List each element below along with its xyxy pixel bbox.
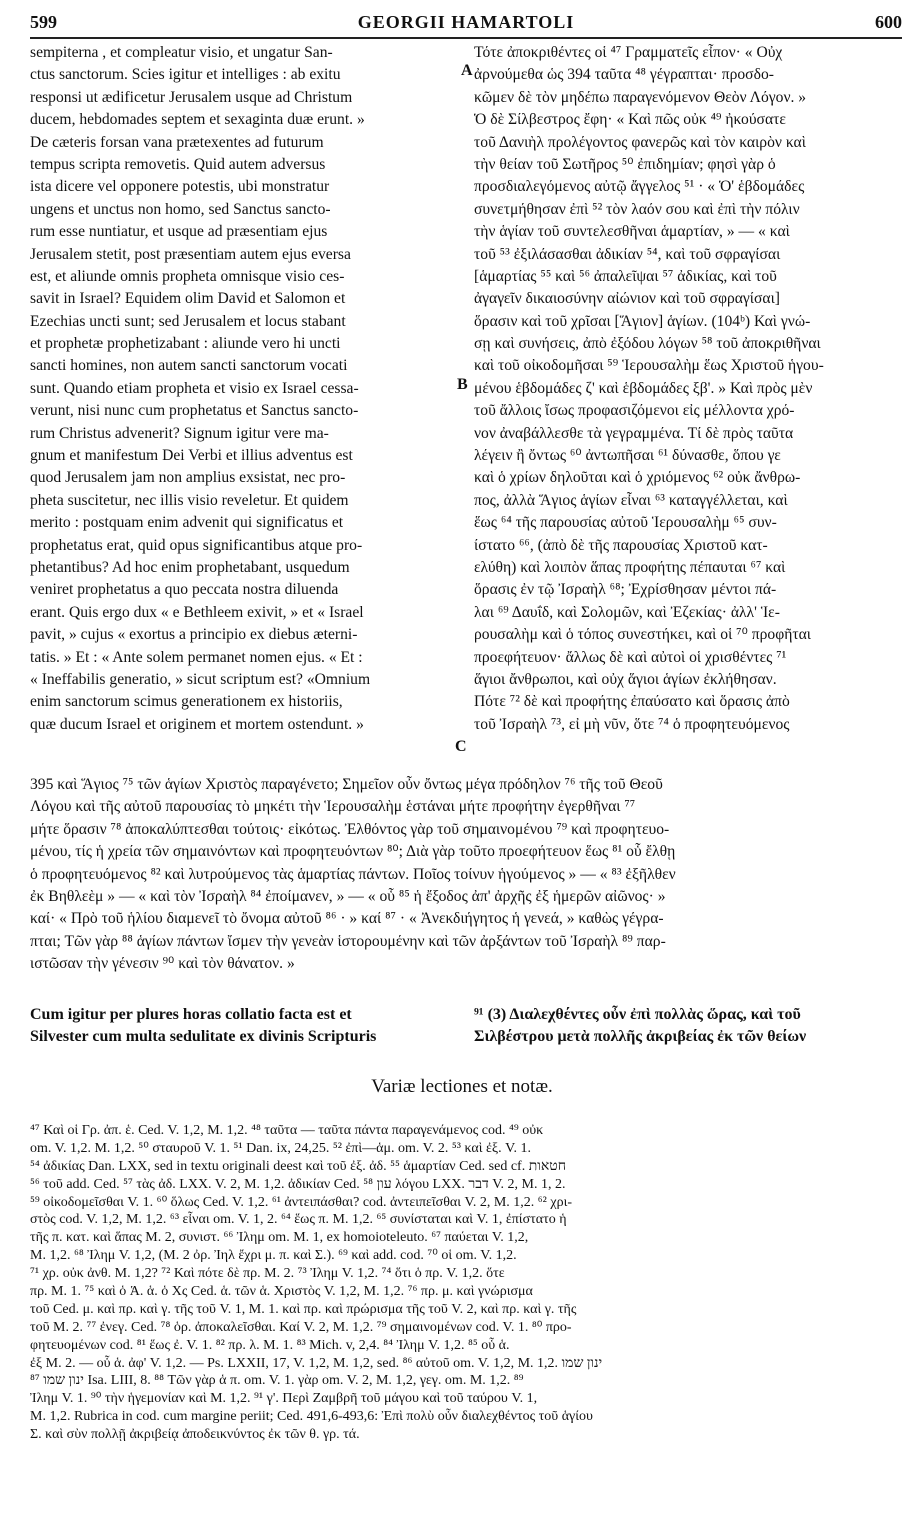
latin-line: rum esse nuntiatur, et usque ad præsentiam ejus (30, 223, 328, 241)
greek-line: Σιλβέστρου μετὰ πολλῆς ἀκριβείας ἐκ τῶν θείων (474, 1028, 807, 1046)
margin-letter-b: B (457, 376, 468, 393)
greek-line: συνετμήθησαν ἐπὶ ⁵² τὸν λαόν σου καὶ ἐπὶ τὴν πόλιν (474, 200, 800, 218)
greek-line: τὴν θείαν τοῦ Σωτῆρος ⁵⁰ ἐπιδημίαν; φησὶ γὰρ ὁ (474, 155, 776, 173)
greek-line: προεφήτευον· ἄλλως δὲ καὶ αὐτοὶ οἱ χρισθέντες ⁷¹ (474, 648, 787, 666)
latin-line: Ezechias uncti sunt; sed Jerusalem et locus stabant (30, 312, 346, 330)
note-line: M. 1,2. ⁶⁸ Ἰλημ V. 1,2, (M. 2 ὀρ. Ἰηλ ἔχρι μ. π. καὶ Σ.). ⁶⁹ καὶ add. cod. ⁷⁰ οἱ om. V. 1,2. (30, 1248, 517, 1264)
greek-line: Τότε ἀποκριθέντες οἱ ⁴⁷ Γραμματεῖς εἶπον· « Οὐχ (474, 44, 783, 61)
greek-line: ὅρασιν καὶ τοῦ χρῖσαι [Ἅγιον] ἁγίων. (104ᵇ) Καὶ γνώ- (474, 312, 811, 330)
note-line: τοῦ M. 2. ⁷⁷ ἐνεγ. Ced. ⁷⁸ ὁρ. ἀποκαλεῖσθαι. Καί V. 2, M. 1,2. ⁷⁹ σημαινομένων cod. V. 1. ⁸⁰ προ- (30, 1319, 572, 1335)
latin-column (30, 42, 458, 736)
latin-line: ista dicere vel opponere potestis, ubi monstratur (30, 178, 330, 196)
latin-line: pavit, » cujus « exortus a principio ex diebus æterni- (30, 626, 358, 644)
running-title: GEORGII HAMARTOLI (357, 12, 575, 32)
note-line: φητευομένων cod. ⁸¹ ἕως ἐ. V. 1. ⁸² πρ. λ. M. 1. ⁸³ Mich. v, 2,4. ⁸⁴ Ἰλημ V. 1,2. ⁸⁵ οὗ ἁ. (30, 1337, 510, 1353)
greek-full-width-text (30, 774, 902, 976)
latin-line: est, et aliunde omnis propheta omnisque visio ces- (30, 267, 345, 285)
greek-line: τοῦ Δανιὴλ προλέγοντος φανερῶς καὶ τὸν καιρὸν καὶ (474, 133, 806, 151)
greek-line: καί· « Πρὸ τοῦ ἡλίου διαμενεῖ τὸ ὄνομα αὐτοῦ ⁸⁶ · » καί ⁸⁷ · « Ἀνεκδιήγητος ἡ γενεά, » καθὼς γέγρα- (30, 910, 664, 928)
latin-line: responsi ut ædificetur Jerusalem usque ad Christum (30, 88, 353, 106)
right-page-number: 600 (875, 12, 902, 32)
latin-line: rum Christus advenerit? Signum igitur vere ma- (30, 424, 329, 442)
note-line: ינון שמו ⁸⁷ Isa. LIII, 8. ⁸⁸ Τῶν γὰρ ἁ π. om. V. 1. γὰρ om. V. 2, M. 1,2, γεγ. om. M. 1,2. ⁸⁹ (30, 1373, 524, 1389)
latin-line: tempus scripta removetis. Quid autem adversus (30, 155, 326, 173)
greek-line: μένου ἑβδομάδες ζ' καὶ ἑβδομάδες ξβ'. » Καὶ πρὸς μὲν (474, 379, 813, 397)
greek-line: κῶμεν δὲ τὸν μηδέπω παραγενόμενον Θεὸν Λόγον. » (474, 88, 807, 106)
latin-line: prophetatus erat, quid opus significantibus atque pro- (30, 536, 363, 554)
note-line: Σ. καὶ σὺν πολλῇ ἀκριβείᾳ ἀποδεικνύντος ἐκ τῶν θ. γρ. τά. (30, 1427, 360, 1443)
notes-title: Variæ lectiones et notæ. (371, 1076, 553, 1097)
greek-column (474, 42, 902, 736)
note-line: τῆς π. κατ. καὶ ἅπας M. 2, συνιστ. ⁶⁶ Ἰλημ om. M. 1, ex homoioteleuto. ⁶⁷ παύεται V. 1,2, (30, 1230, 529, 1246)
greek-line: ἐκ Βηθλεὲμ » — « καὶ τὸν Ἰσραὴλ ⁸⁴ ἐποίμανεν, » — « οὗ ⁸⁵ ἡ ἔξοδος ἀπ' ἀρχῆς ἐξ ἡμερῶν αἰῶνος· » (30, 887, 666, 905)
latin-line: savit in Israel? Equidem olim David et Salomon et (30, 290, 346, 308)
note-line: ⁵⁹ οἰκοδομεῖσθαι V. 1. ⁶⁰ ὅλως Ced. V. 1,2. ⁶¹ ἀντειπάσθαι? cod. ἀντειπεῖσθαι V. 2, M. 1,2. ⁶² χρι- (30, 1194, 572, 1210)
latin-line: sancti homines, non autem sancti sanctorum vocati (30, 357, 348, 375)
header-rule (30, 37, 902, 39)
latin-line: sempiterna , et compleatur visio, et ungatur San- (30, 44, 333, 61)
greek-line: τὴν ἁγίαν τοῦ συντελεσθῆναι ἁμαρτίαν, » — « καὶ (474, 223, 790, 241)
latin-line: ducem, hebdomades septem et sexaginta duæ erunt. » (30, 111, 365, 129)
greek-line: τοῦ ἄλλοις ἴσως προφασιζόμενοι εἰς μέλλοντα χρό- (474, 402, 795, 420)
note-line: στὸς cod. V. 1,2, M. 1,2. ⁶³ εἶναι om. V. 1, 2. ⁶⁴ ἕως π. M. 1,2. ⁶⁵ συνίσταται καὶ V. 1, ἐπίστατο ἡ (30, 1212, 567, 1228)
margin-letter-a: A (461, 62, 473, 79)
latin-line: enim sanctorum scimus generationem ex historiis, (30, 693, 343, 711)
greek-line: ἕως ⁶⁴ τῆς παρουσίας αὐτοῦ Ἱερουσαλὴμ ⁶⁵ συν- (474, 514, 777, 532)
latin-line: quæ ducum Israel et originem et mortem ostendunt. » (30, 715, 364, 733)
note-line: ⁴⁷ Καὶ οἱ Γρ. ἀπ. ἑ. Ced. V. 1,2, M. 1,2. ⁴⁸ ταῦτα — ταῦτα πάντα παραγενάμενος cod. ⁴⁹ οὐκ (30, 1123, 544, 1138)
note-line: τοῦ Ced. μ. καὶ πρ. καὶ γ. τῆς τοῦ V. 1, M. 1. καὶ πρ. καὶ πρώρισμα τῆς τοῦ V. 2, καὶ πρ. καὶ γ. τῆς (30, 1301, 577, 1317)
greek-line: καὶ ὁ χρίων δηλοῦται καὶ ὁ χριόμενος ⁶² οὐκ ἄνθρω- (474, 469, 801, 487)
greek-line: προσδιαλεγόμενος αὐτῷ ἄγγελος ⁵¹ · « Ὁ' ἑβδομάδες (474, 178, 805, 196)
running-header (30, 12, 902, 36)
greek-line: καὶ τοῦ οἰκοδομῆσαι ⁵⁹ Ἱερουσαλὴμ ἕως Χριστοῦ ἡγου- (474, 357, 824, 375)
greek-line: 395 καὶ Ἅγιος ⁷⁵ τῶν ἁγίων Χριστὸς παραγένετο; Σημεῖον οὖν ὄντως μέγα πρόδηλον ⁷⁶ τῆς τοῦ Θεοῦ (30, 776, 663, 793)
greek-line: πος, ἀλλὰ Ἅγιος ἁγίων εἶναι ⁶³ καταγγέλλεται, καὶ (474, 491, 788, 509)
greek-line: Λόγου καὶ τῆς αὐτοῦ παρουσίας τὸ μηκέτι τὴν Ἱερουσαλὴμ ἑστάναι μήτε προφήτην ἐγερθῆναι ⁷⁷ (30, 798, 636, 816)
greek-line: μήτε ὅρασιν ⁷⁸ ἀποκαλύπτεσθαι τούτοις· εἰκότως. Ἐλθόντος γὰρ τοῦ σημαινομένου ⁷⁹ καὶ προφητευο- (30, 820, 670, 838)
latin-line: veniret prophetatus a quo peccata nostra diluenda (30, 581, 339, 599)
margin-letter-c: C (455, 738, 467, 755)
note-line: om. V. 1,2. M. 1,2. ⁵⁰ σταυροῦ V. 1. ⁵¹ Dan. ix, 24,25. ⁵² ἐπὶ—ἁμ. om. V. 2. ⁵³ καὶ ἐξ. V. 1. (30, 1140, 531, 1156)
latin-line: De cæteris forsan vana prætexentes ad futurum (30, 133, 324, 151)
note-line: ⁵⁴ ἀδικίας Dan. LXX, sed in textu originali deest καὶ τοῦ ἐξ. ἀδ. ⁵⁵ ἁμαρτίαν Ced. sed cf. חטאות (30, 1158, 566, 1174)
greek-line: ιστῶσαν τὴν γένεσιν ⁹⁰ καὶ τὸν θάνατον. » (30, 955, 295, 973)
note-line: ⁵⁶ τοῦ add. Ced. ⁵⁷ τὰς ἀδ. LXX. V. 2, M. 1,2. ἀδικίαν Ced. עון ⁵⁸ λόγου LXX. דבר V. 2, M. 1, 2. (30, 1176, 566, 1192)
greek-line: ρουσαλὴμ καὶ ὁ τόπος συνεστήκει, καὶ οἱ ⁷⁰ προφῆται (474, 626, 811, 644)
greek-line: Ὁ δὲ Σίλβεστρος ἔφη· « Καὶ πῶς οὐκ ⁴⁹ ἠκούσατε (474, 111, 786, 129)
latin-line: merito : postquam enim advenit qui significatus et (30, 514, 344, 532)
latin-continuation (30, 1004, 458, 1049)
latin-line: ctus sanctorum. Scies igitur et intelliges : ab exitu (30, 66, 341, 84)
greek-line: τοῦ Ἰσραὴλ ⁷³, εἰ μὴ νῦν, ὅτε ⁷⁴ ὁ προφητευόμενος (474, 715, 790, 733)
note-line: πρ. M. 1. ⁷⁵ καὶ ὁ Ἁ. ἁ. ὁ Χς Ced. ἁ. τῶν ἁ. Χριστὸς V. 1,2, M. 1,2. ⁷⁶ πρ. μ. καὶ γνώρισμα (30, 1284, 533, 1300)
greek-line: λαι ⁶⁹ Δαυΐδ, καὶ Σολομῶν, καὶ Ἐζεκίας· ἀλλ' Ἱε- (474, 603, 780, 621)
greek-line: ὁ προφητευόμενος ⁸² καὶ λυτρούμενος τὰς ἁμαρτίας πάντων. Ποῖος τοίνυν ἡγούμενος » — « ⁸³ ἐξῆλθεν (30, 865, 676, 883)
latin-line: pheta suscitetur, nec illis visio reveletur. Et quidem (30, 491, 349, 509)
latin-line: gnum et manifestum Dei Verbi et illius adventus est (30, 447, 353, 465)
note-line: ἐξ M. 2. — οὗ ἁ. ἀφ' V. 1,2. — Ps. LXXII, 17, V. 1,2, M. 1,2, sed. ⁸⁶ αὐτοῦ om. V. 1,2, M. 1,2. ינון שמו (30, 1355, 603, 1371)
latin-line: ungens et unctus non homo, sed Sanctus sancto- (30, 200, 331, 218)
left-page-number: 599 (30, 12, 57, 32)
latin-line: tatis. » Et : « Ante solem permanet nomen ejus. « Et : (30, 648, 363, 666)
latin-line: quod Jerusalem jam non amplius exsistat, nec pro- (30, 469, 346, 487)
latin-line: erant. Quis ergo dux « e Bethleem exivit, » et « Israel (30, 603, 364, 621)
greek-line: νον ἀναβάλλεσθε τὰ γεγραμμένα. Τί δὲ πρὸς ταῦτα (474, 424, 794, 442)
note-line: M. 1,2. Rubrica in cod. cum margine periit; Ced. 491,6-493,6: Ἐπὶ πολὺ οὖν διαλεχθέντος τοῦ ἁγίου (30, 1409, 593, 1425)
greek-line: ἀρνούμεθα ὡς 394 ταῦτα ⁴⁸ γέγραπται· προσδο- (474, 66, 774, 84)
greek-line: Πότε ⁷² δὲ καὶ προφήτης ἐπαύσατο καὶ ὅρασις ἀπὸ (474, 693, 790, 711)
note-line: Ἰλημ V. 1. ⁹⁰ τὴν ἡγεμονίαν καὶ M. 1,2. ⁹¹ γ'. Περὶ Ζαμβρῆ τοῦ μάγου καὶ τοῦ ταύρου V. 1, (30, 1391, 538, 1407)
latin-line: et prophetæ prophetizabant : aliunde vero hi uncti (30, 335, 341, 353)
latin-line: Jerusalem stetit, post præsentiam autem ejus eversa (30, 245, 351, 263)
latin-line: Silvester cum multa sedulitate ex divinis Scripturis (30, 1028, 377, 1046)
greek-line: ὅρασις ἐν τῷ Ἰσραὴλ ⁶⁸; Ἐχρίσθησαν μέντοι πά- (474, 581, 777, 599)
latin-line: sunt. Quando etiam propheta et visio ex Israel cessa- (30, 379, 359, 397)
latin-line: verunt, nisi nunc cum prophetatus et Sanctus sancto- (30, 402, 359, 420)
greek-line: [ἁμαρτίας ⁵⁵ καὶ ⁵⁶ ἀπαλεῖψαι ⁵⁷ ἀδικίας, καὶ τοῦ (474, 267, 777, 285)
note-line: ⁷¹ χρ. οὐκ ἀνθ. M. 1,2? ⁷² Καὶ πότε δὲ πρ. M. 2. ⁷³ Ἰλημ V. 1,2. ⁷⁴ ὅτι ὁ πρ. V. 1,2. ὅτε (30, 1266, 505, 1282)
greek-line: ἅγιοι ἄνθρωποι, καὶ οὐχ ἅγιοι ἁγίων ἐκλήθησαν. (474, 670, 777, 688)
greek-line: μένου, τίς ἡ χρεία τῶν σημαινόντων καὶ προφητευόντων ⁸⁰; Διὰ γὰρ τοῦτο προεφήτευον ἕως ⁸¹ οὗ ἔλθῃ (30, 843, 676, 861)
variant-notes (30, 1122, 902, 1444)
latin-line: phetantibus? Ad hoc enim prophetabant, usquedum (30, 558, 350, 576)
latin-line: Cum igitur per plures horas collatio facta est et (30, 1006, 352, 1023)
greek-line: πται; Τῶν γὰρ ⁸⁸ ἁγίων πάντων ἴσμεν τὴν γενεὰν ἱστορουμένην καὶ τῶν ἀρξάντων τοῦ Ἰσραὴλ ⁸⁹ παρ- (30, 932, 666, 950)
greek-line: τοῦ ⁵³ ἐξιλάσασθαι ἀδικίαν ⁵⁴, καὶ τοῦ σφραγίσαι (474, 245, 781, 263)
greek-line: λέγειν ἢ ὄντως ⁶⁰ ἀντωπῆσαι ⁶¹ δύνασθε, ὅπου γε (474, 447, 781, 465)
greek-line: ίστατο ⁶⁶, (ἀπὸ δὲ τῆς παρουσίας Χριστοῦ κατ- (474, 536, 768, 554)
greek-line: ἀγαγεῖν δικαιοσύνην αἰώνιον καὶ τοῦ σφραγίσαι] (474, 290, 780, 308)
greek-line: ⁹¹ (3) Διαλεχθέντες οὖν ἐπὶ πολλὰς ὥρας, καὶ τοῦ (474, 1006, 801, 1023)
latin-line: « Ineffabilis generatio, » sicut scriptum est? «Omnium (30, 670, 371, 688)
greek-line: σῃ καὶ συνήσεις, ἀπὸ ἐξόδου λόγων ⁵⁸ τοῦ ἀποκριθῆναι (474, 335, 821, 353)
greek-line: ελύθη) καὶ λοιπὸν ἅπας προφήτης πέπαυται ⁶⁷ καὶ (474, 558, 786, 576)
greek-continuation (474, 1004, 902, 1049)
